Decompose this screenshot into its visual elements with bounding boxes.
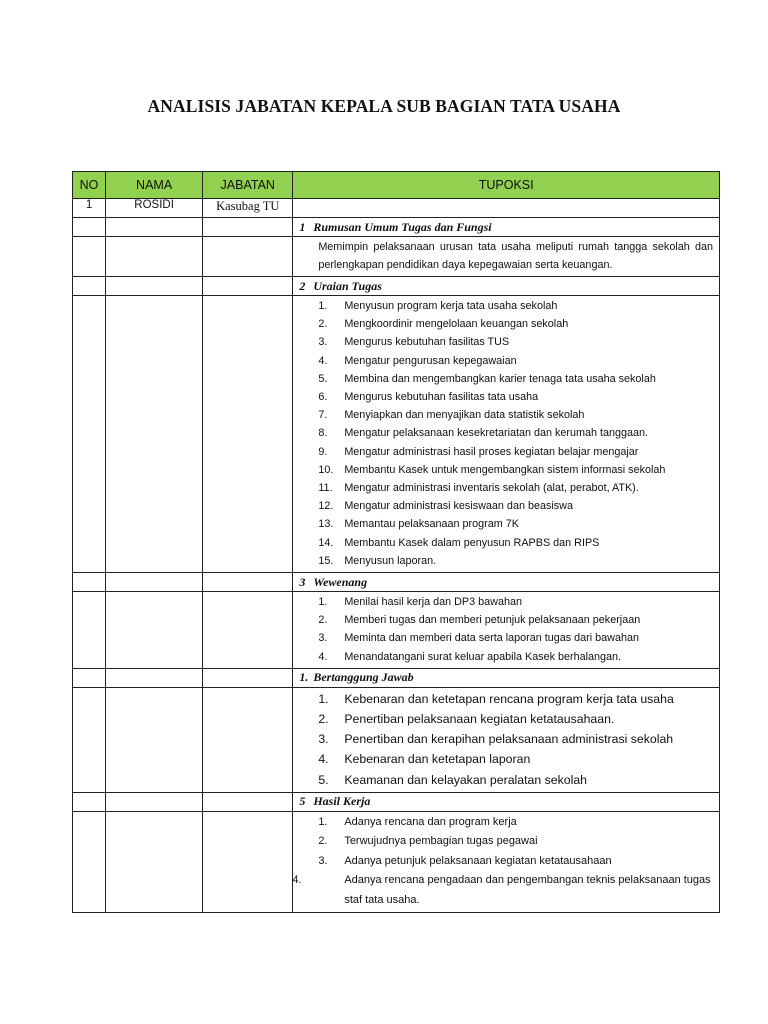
- list-item-number: 2.: [318, 614, 328, 627]
- list-item-text: Membantu Kasek untuk mengembangkan sistem informasi sekolah: [344, 463, 666, 476]
- list-item: [293, 611, 719, 629]
- list-item-number: 6.: [318, 391, 328, 404]
- list-item-number: 3.: [318, 632, 328, 645]
- section-body-4: [73, 687, 720, 792]
- list-item: [293, 749, 719, 769]
- section-body-5: [73, 811, 720, 912]
- section-title: Uraian Tugas: [313, 278, 382, 293]
- list-item-text: Menyiapkan dan menyajikan data statistik sekolah: [344, 409, 585, 422]
- list-item-text: Mengurus kebutuhan fasilitas TUS: [344, 336, 510, 349]
- list-item-number: 7.: [318, 409, 328, 422]
- list-item-number: 3.: [318, 732, 329, 747]
- section-number: 2: [299, 278, 306, 293]
- section-title: Rumusan Umum Tugas dan Fungsi: [313, 219, 492, 234]
- list-item-number: 8.: [318, 427, 328, 440]
- list-item-text: Penertiban dan kerapihan pelaksanaan administrasi sekolah: [344, 732, 674, 747]
- list-item-number: 10.: [318, 463, 334, 476]
- section-title: Hasil Kerja: [313, 794, 371, 809]
- cell-nama: ROSIDI: [106, 199, 203, 218]
- list-item: [293, 770, 719, 790]
- list-item-number: 4.: [318, 650, 328, 663]
- job-analysis-table: [72, 171, 720, 913]
- list-item: [293, 370, 719, 388]
- table-row: [73, 199, 720, 218]
- list-item-number: 5.: [318, 372, 328, 385]
- list-item-text: Membantu Kasek dalam penyusun RAPBS dan RIPS: [344, 536, 600, 549]
- list-item-text: Adanya rencana dan program kerja: [344, 815, 517, 828]
- section-row-1: [73, 218, 720, 237]
- list-item: [293, 832, 719, 851]
- list-item-number: 2.: [318, 835, 328, 848]
- header-no: NO: [73, 172, 106, 199]
- list-item-number: 9.: [318, 445, 328, 458]
- section-paragraph: Memimpin pelaksanaan urusan tata usaha meliputi rumah tangga sekolah dan perlengkapan pendidikan daya kepegawaian serta keuangan.: [318, 241, 713, 271]
- list-item: [293, 729, 719, 749]
- cell-jabatan: Kasubag TU: [203, 199, 293, 218]
- list-item-number: 14.: [318, 536, 334, 549]
- list-item-text: Memberi tugas dan memberi petunjuk pelaksanaan pekerjaan: [344, 614, 641, 627]
- list-item-text: Mengatur pelaksanaan kesekretariatan dan kerumah tanggaan.: [344, 427, 649, 440]
- section-title: Bertanggung Jawab: [313, 670, 414, 685]
- list-item-number: 4.: [318, 354, 328, 367]
- section-body-1: [73, 237, 720, 277]
- list-item: [293, 315, 719, 333]
- section-row-4: [73, 668, 720, 687]
- list-item-text: Membina dan mengembangkan karier tenaga tata usaha sekolah: [344, 372, 656, 385]
- section-row-5: [73, 792, 720, 811]
- cell-tupoksi-empty: [293, 199, 720, 218]
- section-number: 3: [299, 574, 306, 589]
- list-item-text: Mengatur pengurusan kepegawaian: [344, 354, 517, 367]
- list-item-number: 12.: [318, 500, 334, 513]
- list-item-text: Adanya rencana pengadaan dan pengembangan teknis pelaksanaan tugas staf tata usaha.: [344, 874, 711, 906]
- list-item-text: Penertiban pelaksanaan kegiatan ketatausahaan.: [344, 712, 615, 727]
- list: [293, 296, 719, 572]
- list-item: [293, 424, 719, 442]
- list-item-text: Mengatur administrasi inventaris sekolah (alat, perabot, ATK).: [344, 482, 639, 495]
- list-item-text: Mengatur administrasi kesiswaan dan beasiswa: [344, 500, 573, 513]
- list-item: [293, 648, 719, 666]
- list-item-text: Mengatur administrasi hasil proses kegiatan belajar mengajar: [344, 445, 639, 458]
- section-number: 1: [299, 219, 306, 234]
- list-item-number: 3.: [318, 336, 328, 349]
- list-item-number: 4.: [318, 752, 329, 767]
- section-body-3: [73, 592, 720, 669]
- list-item: [293, 479, 719, 497]
- list-item-number: 1.: [318, 691, 329, 706]
- list-item-text: Menyusun laporan.: [344, 554, 437, 567]
- list-item-text: Adanya petunjuk pelaksanaan kegiatan ketatausahaan: [344, 854, 612, 867]
- list-item: [293, 461, 719, 479]
- section-number: 5: [299, 794, 306, 809]
- list-item-text: Terwujudnya pembagian tugas pegawai: [344, 835, 538, 848]
- header-nama: NAMA: [106, 172, 203, 199]
- section-row-3: [73, 573, 720, 592]
- section-title: Wewenang: [313, 574, 368, 589]
- list-item-number: 3.: [318, 854, 328, 867]
- list-item: [293, 297, 719, 315]
- section-row-2: [73, 277, 720, 296]
- list-item-text: Meminta dan memberi data serta laporan tugas dari bawahan: [344, 632, 639, 645]
- list-item-text: Mengurus kebutuhan fasilitas tata usaha: [344, 391, 539, 404]
- list-item-number: 1.: [318, 596, 328, 609]
- list-item-text: Keamanan dan kelayakan peralatan sekolah: [344, 772, 588, 787]
- list: [293, 592, 719, 668]
- list-item: [293, 406, 719, 424]
- page-title: ANALISIS JABATAN KEPALA SUB BAGIAN TATA USAHA: [147, 96, 621, 116]
- list-item-number: 5.: [318, 772, 329, 787]
- list-item: [293, 497, 719, 515]
- cell-no: 1: [73, 199, 106, 218]
- list-item-number: 1.: [318, 815, 328, 828]
- list-item-number: 13.: [318, 518, 334, 531]
- list-item-text: Menandatangani surat keluar apabila Kasek berhalangan.: [344, 650, 622, 663]
- list-item: [293, 515, 719, 533]
- list: [293, 812, 719, 912]
- list-item-text: Kebenaran dan ketetapan laporan: [344, 752, 531, 767]
- list-item-number: 4.: [292, 874, 302, 887]
- list-item: [293, 871, 719, 910]
- list-item-text: Menyusun program kerja tata usaha sekolah: [344, 300, 558, 312]
- list-item: [293, 813, 719, 832]
- list: [293, 688, 719, 792]
- list-item: [293, 388, 719, 406]
- list-item: [293, 534, 719, 552]
- section-body-2: [73, 296, 720, 573]
- list-item: [293, 593, 719, 611]
- header-jabatan: JABATAN: [203, 172, 293, 199]
- table-header-row: [73, 172, 720, 199]
- header-tupoksi: TUPOKSI: [293, 172, 720, 199]
- list-item: [293, 689, 719, 709]
- list-item-number: 11.: [318, 482, 333, 495]
- list-item-text: Mengkoordinir mengelolaan keuangan sekolah: [344, 318, 569, 331]
- list-item: [293, 443, 719, 461]
- list-item-number: 15.: [318, 554, 334, 567]
- list-item: [293, 709, 719, 729]
- list-item: [293, 333, 719, 351]
- list-item-number: 2.: [318, 712, 329, 727]
- list-item: [293, 352, 719, 370]
- list-item: [293, 552, 719, 570]
- list-item-text: Memantau pelaksanaan program 7K: [344, 518, 519, 531]
- list-item: [293, 629, 719, 647]
- section-number: 1.: [299, 670, 309, 685]
- list-item-number: 1.: [318, 300, 328, 312]
- list-item: [293, 852, 719, 871]
- list-item-number: 2.: [318, 318, 328, 331]
- list-item-text: Kebenaran dan ketetapan rencana program kerja tata usaha: [344, 691, 674, 706]
- list-item-text: Menilai hasil kerja dan DP3 bawahan: [344, 596, 522, 609]
